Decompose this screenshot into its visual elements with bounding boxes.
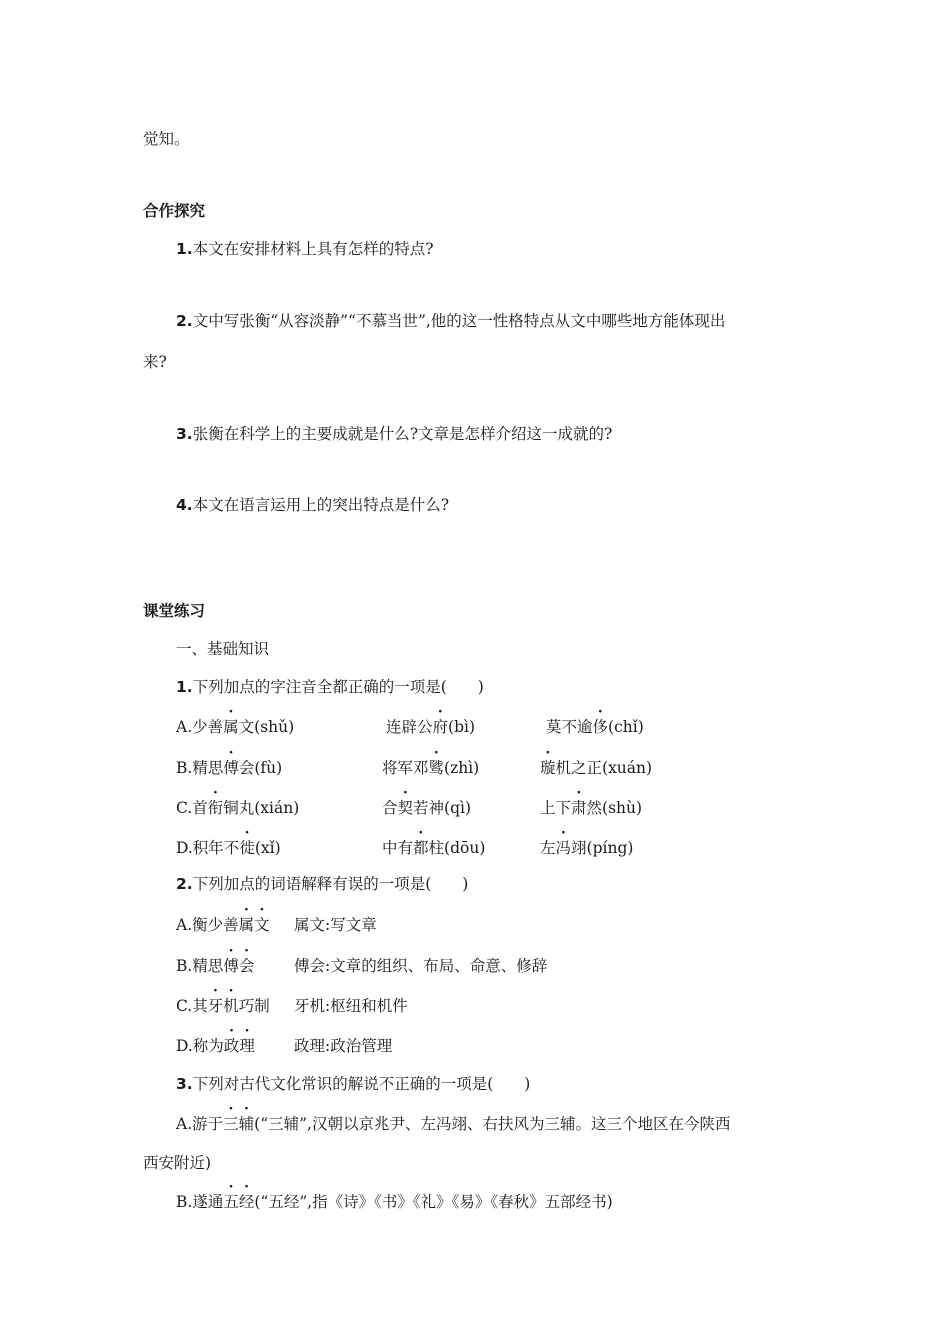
subsection-basics: 一、基础知识 xyxy=(176,640,270,658)
ex1-option-d-2: 中有都柱(dōu) xyxy=(382,839,486,857)
ex1-option-b-2: 将军邓骘(zhì) xyxy=(382,759,480,777)
ex1-option-c-1: C.首衔铜丸(xián) xyxy=(176,799,300,817)
ex1-option-a-2: 连辟公府(bì) xyxy=(386,718,476,736)
ex1-option-b-3: 璇机之正(xuán) xyxy=(540,759,653,777)
ex3-option-a: A.游于三辅(“三辅”,汉朝以京兆尹、左冯翊、右扶风为三辅。这三个地区在今陕西 xyxy=(176,1115,731,1133)
ex3-option-a-continued: 西安附近) xyxy=(143,1154,212,1172)
ex2-option-d-explanation: 政理:政治管理 xyxy=(294,1037,393,1055)
ex2-option-c: C.其牙机巧制 xyxy=(176,997,270,1015)
ex1-option-a-1: A.少善属文(shǔ) xyxy=(176,718,295,736)
exercise-3-stem: 3.下列对古代文化常识的解说不正确的一项是( ) xyxy=(176,1075,531,1093)
question-3: 3.张衡在科学上的主要成就是什么?文章是怎样介绍这一成就的? xyxy=(176,425,613,443)
question-2-continued: 来? xyxy=(143,353,167,371)
ex2-option-b-explanation: 傅会:文章的组织、布局、命意、修辞 xyxy=(294,957,548,975)
question-1: 1.本文在安排材料上具有怎样的特点? xyxy=(176,240,434,258)
section-title-hezuo: 合作探究 xyxy=(143,202,206,220)
ex2-option-a: A.衡少善属文 xyxy=(176,916,270,934)
ex2-option-b: B.精思傅会 xyxy=(176,957,255,975)
ex1-option-c-2: 合契若神(qì) xyxy=(382,799,472,817)
paragraph-fragment: 觉知。 xyxy=(143,130,190,148)
exercise-1-stem: 1.下列加点的字注音全都正确的一项是( ) xyxy=(176,678,484,696)
section-title-ketang: 课堂练习 xyxy=(143,602,206,620)
ex1-option-d-1: D.积年不徙(xǐ) xyxy=(176,839,281,857)
exercise-2-stem: 2.下列加点的词语解释有误的一项是( ) xyxy=(176,875,469,893)
ex2-option-d: D.称为政理 xyxy=(176,1037,255,1055)
ex3-option-b: B.遂通五经(“五经”,指《诗》《书》《礼》《易》《春秋》五部经书) xyxy=(176,1193,613,1211)
ex1-option-c-3: 上下肃然(shù) xyxy=(540,799,643,817)
ex1-option-d-3: 左冯翊(píng) xyxy=(540,839,634,857)
question-4: 4.本文在语言运用上的突出特点是什么? xyxy=(176,496,449,514)
ex2-option-c-explanation: 牙机:枢纽和机件 xyxy=(294,997,408,1015)
question-2: 2.文中写张衡“从容淡静”“不慕当世”,他的这一性格特点从文中哪些地方能体现出 xyxy=(176,312,726,330)
ex2-option-a-explanation: 属文:写文章 xyxy=(294,916,377,934)
ex1-option-a-3: 莫不逾侈(chǐ) xyxy=(546,718,644,736)
ex1-option-b-1: B.精思傅会(fù) xyxy=(176,759,283,777)
